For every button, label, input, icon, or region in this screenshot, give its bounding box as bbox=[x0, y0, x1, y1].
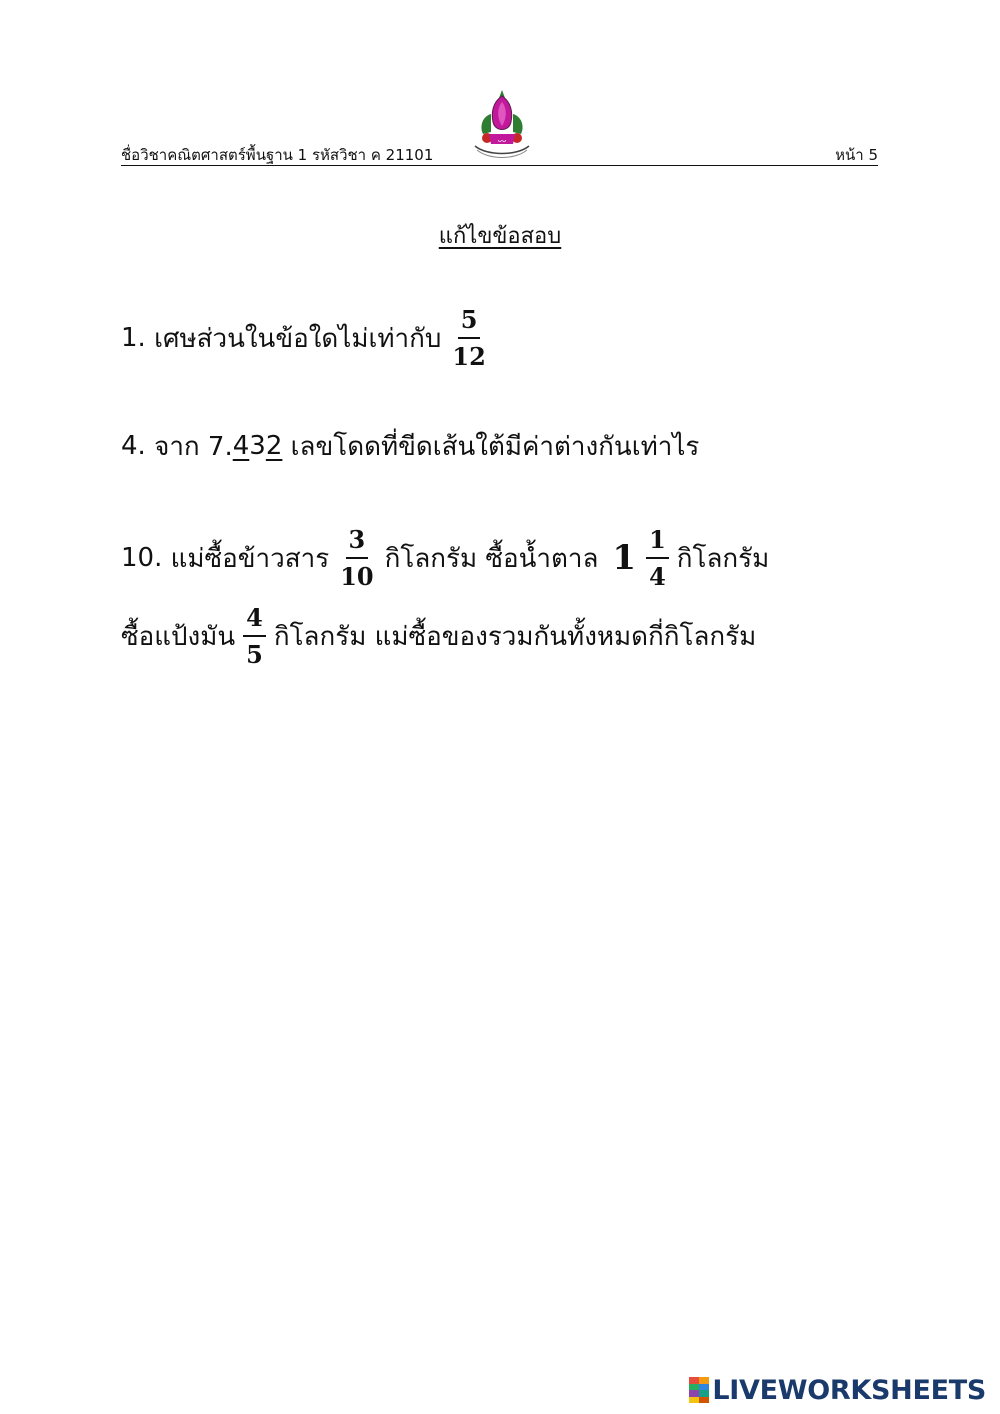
numerator: 4 bbox=[243, 603, 266, 637]
logo-tile bbox=[689, 1397, 699, 1404]
numerator: 3 bbox=[346, 525, 369, 559]
question-number: 4. bbox=[121, 431, 146, 461]
question-1 bbox=[121, 298, 497, 378]
liveworksheets-logo-icon bbox=[689, 1377, 709, 1403]
question-number: 10. bbox=[121, 543, 163, 573]
denominator: 10 bbox=[340, 561, 374, 591]
denominator: 12 bbox=[452, 341, 486, 371]
question-text: แม่ซื้อข้าวสาร bbox=[170, 543, 330, 574]
question-text: กิโลกรัม แม่ซื้อของรวมกันทั้งหมดกี่กิโลกรัม bbox=[273, 621, 757, 652]
numerator: 5 bbox=[458, 305, 481, 339]
question-text: เลขโดดที่ขีดเส้นใต้มีค่าต่างกันเท่าไร bbox=[290, 431, 700, 462]
denominator: 4 bbox=[649, 561, 666, 591]
liveworksheets-brand[interactable] bbox=[689, 1372, 986, 1408]
fraction bbox=[646, 525, 669, 592]
question-text: ซื้อแป้งมัน bbox=[121, 621, 236, 652]
header-divider bbox=[121, 165, 878, 166]
logo-tile bbox=[699, 1397, 709, 1404]
question-prefix: จาก 7. bbox=[154, 431, 233, 462]
subject-heading: ชื่อวิชาคณิตศาสตร์พื้นฐาน 1 รหัสวิชา ค 21101 bbox=[121, 146, 434, 164]
brand-text: LIVEWORKSHEETS bbox=[712, 1374, 986, 1406]
question-text: กิโลกรัม ซื้อน้ำตาล bbox=[384, 543, 599, 574]
underlined-digit: 2 bbox=[265, 431, 283, 461]
mixed-number-whole: 1 bbox=[612, 538, 637, 578]
svg-text:ᴗᴗ: ᴗᴗ bbox=[497, 136, 507, 144]
fraction bbox=[337, 525, 376, 592]
question-4 bbox=[121, 424, 699, 468]
question-10-line-1 bbox=[121, 518, 769, 598]
numerator: 1 bbox=[646, 525, 669, 559]
question-text: เศษส่วนในข้อใดไม่เท่ากับ bbox=[154, 323, 442, 354]
underlined-digit: 4 bbox=[232, 431, 250, 461]
question-10-line-2 bbox=[121, 596, 756, 676]
question-text: กิโลกรัม bbox=[676, 543, 770, 574]
page-number: หน้า 5 bbox=[835, 146, 878, 164]
page-header bbox=[121, 88, 878, 168]
plain-digit: 3 bbox=[249, 431, 266, 461]
school-emblem-icon bbox=[469, 88, 535, 162]
page-title: แก้ไขข้อสอบ bbox=[438, 224, 562, 249]
question-number: 1. bbox=[121, 323, 146, 353]
fraction bbox=[449, 305, 488, 372]
denominator: 5 bbox=[246, 639, 263, 669]
fraction bbox=[243, 603, 266, 670]
